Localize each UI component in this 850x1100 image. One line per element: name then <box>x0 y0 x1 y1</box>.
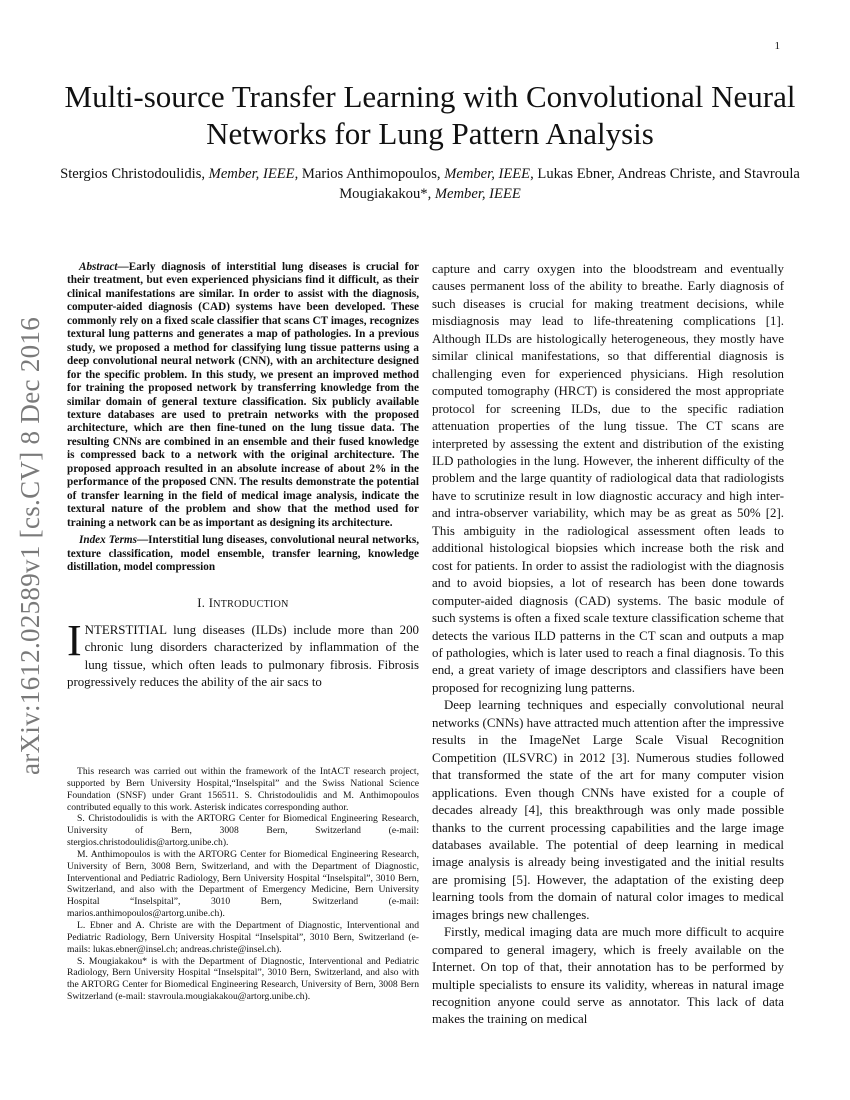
author-list <box>60 164 800 204</box>
section-heading-introduction: I. INTRODUCTION <box>197 596 289 611</box>
page-number: 1 <box>774 40 780 52</box>
paper-title: Multi-source Transfer Learning with Convolutional Neural Networks for Lung Pattern Analysis <box>64 79 796 151</box>
index-terms-text: —Interstitial lung diseases, convolutional neural networks, texture classification, model ensemble, transfer learning, knowledge distillation, model compression <box>67 534 419 573</box>
author-role: Member, IEEE <box>434 186 521 202</box>
author-role: Member, IEEE <box>208 166 295 182</box>
intro-text: lung diseases (ILDs) include more than 200 chronic lung disorders characterized by inflammation of the lung tissue, which often leads to pulmonary fibrosis. Fibrosis progressively reduces the ability of the air sacs to <box>67 622 419 690</box>
footnote-funding: This research was carried out within the framework of the IntACT research project, supported by Bern University Hospital,“Inselspital” and the Swiss National Science Foundation (SNSF) under Grant 156511. S. Christodoulidis and M. Anthimopoulos contributed equally to this work. Asterisk indicates corresponding author. <box>67 766 419 813</box>
right-column <box>432 261 784 1029</box>
author-role: Member, IEEE <box>444 166 531 182</box>
drop-cap: I <box>67 615 82 665</box>
body-paragraph: Firstly, medical imaging data are much more difficult to acquire compared to general imagery, which is freely available on the Internet. On top of that, their annotation has to be performed by multiple specialists to ensure its validity, whereas in natural image recognition anyone could serve as annotator. This lack of data makes the training on medical <box>432 925 784 1027</box>
index-terms <box>67 534 419 574</box>
footnote-author-affiliation: L. Ebner and A. Christe are with the Department of Diagnostic, Interventional and Pediatric Radiology, Bern University Hospital “Inselspital”, 3010 Bern, Switzerland (e-mails: lukas.ebner@insel.ch; andreas.christe@insel.ch). <box>67 919 419 955</box>
footnotes <box>67 766 419 1003</box>
author-anthimopoulos: , Marios Anthimopoulos, <box>294 166 445 182</box>
author-others: , Lukas Ebner, Andreas Christe, and Stavroula Mougiakakou*, <box>339 166 800 202</box>
intro-smallcaps: NTERSTITIAL <box>84 622 167 637</box>
left-column <box>67 261 419 692</box>
author-christodoulidis: Stergios Christodoulidis, <box>60 166 209 182</box>
abstract-text: —Early diagnosis of interstitial lung diseases is crucial for their treatment, but even experienced physicians find it difficult, as their clinical manifestations are similar. In order to assist with the diagnosis, computer-aided diagnosis (CAD) systems have been developed. These commonly rely on a fixed scale classifier that scans CT images, recognizes textural lung patterns and generates a map of pathologies. In a previous study, we proposed a method for classifying lung tissue patterns using a deep convolutional neural network (CNN), with an architecture designed for the specific problem. In this study, we present an improved method for training the proposed network by transferring knowledge from the similar domain of general texture classification. Six publicly available texture databases are used to pretrain networks with the proposed architecture, which are then fine-tuned on the lung tissue data. The resulting CNNs are combined in an ensemble and their fused knowledge is compressed back to a network with the original architecture. The proposed approach resulted in an absolute increase of about 2% in the performance of the proposed CNN. The results demonstrate the potential of transfer learning in the field of medical image analysis, indicate the textural nature of the problem and show that the method used for training a network can be as important as designing its architecture. <box>67 261 419 529</box>
body-paragraph: Deep learning techniques and especially convolutional neural networks (CNNs) have attracted much attention after the impressive results in the ImageNet Large Scale Visual Recognition Competition (ILSVRC) in 2012 [3]. Numerous studies followed that transformed the state of the art for many computer vision applications. Even though CNNs have existed for a couple of decades already [4], this breakthrough was only made possible thanks to the current processing capabilities and the large image databases available. The potential of deep learning in medical image analysis is already being investigated and the initial results are promising [5]. However, the adaptation of the existing deep learning tools from the domain of natural color images to medical images brings new challenges. <box>432 698 784 922</box>
arxiv-identifier-stamp[interactable]: arXiv:1612.02589v1 [cs.CV] 8 Dec 2016 <box>15 316 45 775</box>
introduction-paragraph <box>67 615 419 692</box>
footnote-author-affiliation: M. Anthimopoulos is with the ARTORG Center for Biomedical Engineering Research, University of Bern, 3008 Bern, Switzerland, and with the Department of Diagnostic, Interventional and Pediatric Radiology, Bern University Hospital “Inselspital”, 3010 Bern, Switzerland, and also with the Department of Emergency Medicine, Bern University Hospital “Inselspital”, 3010 Bern, Switzerland (e-mail: marios.anthimopoulos@artorg.unibe.ch). <box>67 848 419 920</box>
index-terms-label: Index Terms <box>79 534 137 547</box>
footnote-author-affiliation: S. Christodoulidis is with the ARTORG Center for Biomedical Engineering Research, University of Bern, 3008 Bern, Switzerland (e-mail: stergios.christodoulidis@artorg.unibe.ch). <box>67 813 419 849</box>
abstract-label: Abstract <box>79 261 118 273</box>
abstract <box>67 261 419 530</box>
body-paragraph: capture and carry oxygen into the bloodstream and eventually causes permanent loss of the ability to breathe. Early diagnosis of such diseases is crucial for making treatment decisions, while misdiagnosis may lead to life-threatening complications [1]. Although ILDs are histologically heterogeneous, they mostly have similar clinical manifestations, so that differential diagnosis is challenging even for experienced physicians. High resolution computed tomography (HRCT) is considered the most appropriate protocol for screening ILDs, due to the specific radiation attenuation properties of the lung tissue. The CT scans are interpreted by assessing the extent and distribution of the existing ILD pathologies in the lung. However, the inherent difficulty of the problem and the large quantity of radiological data that radiologists have to scrutinize result in low diagnostic accuracy and high inter- and intra-observer variability, which may be as great as 50% [2]. This ambiguity in the radiological assessment often leads to additional histological biopsies which increase both the risk and cost for patients. In order to assist the radiologist with the diagnosis and to avoid biopsies, a lot of research has been done towards computer-aided diagnosis (CAD) systems. The basic module of such systems is often a fixed scale texture classification scheme that detects the various ILD patterns in the CT scan and outputs a map of pathologies, which is later used to reach a final diagnosis. To this end, a great variety of image descriptors and classifiers have been proposed for recognizing lung patterns. <box>432 262 784 695</box>
footnote-author-affiliation: S. Mougiakakou* is with the Department of Diagnostic, Interventional and Pediatric Radiology, Bern University Hospital “Inselspital”, 3010 Bern, Switzerland, and also with the ARTORG Center for Biomedical Engineering Research, University of Bern, 3008 Bern Switzerland (e-mail: stavroula.mougiakakou@artorg.unibe.ch). <box>67 955 419 1003</box>
